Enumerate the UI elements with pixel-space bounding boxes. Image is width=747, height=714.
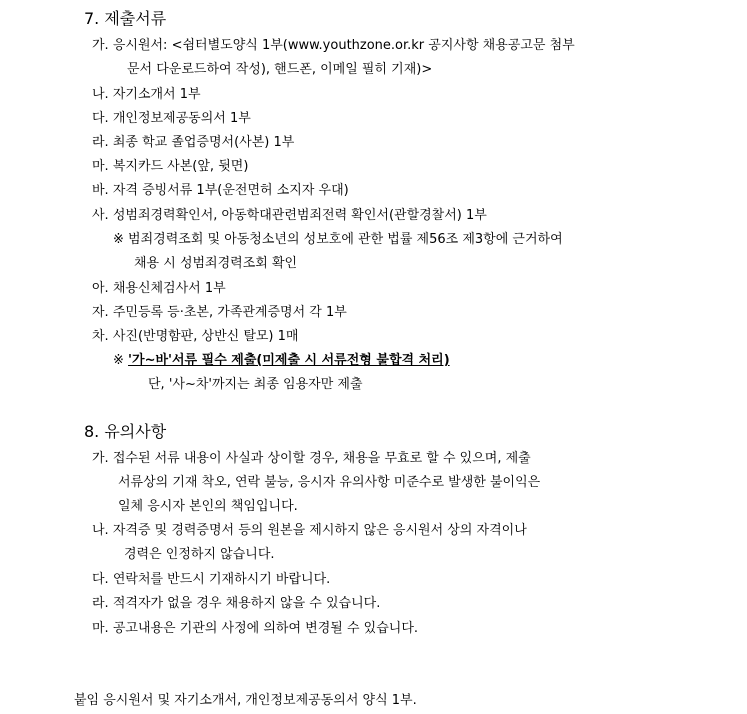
list-item: 차. 사진(반명함판, 상반신 탈모) 1매	[92, 329, 299, 344]
list-item: 마. 복지카드 사본(앞, 뒷면)	[92, 159, 249, 174]
note-mark: ※	[113, 353, 129, 368]
attachment-note: 붙임 응시원서 및 자기소개서, 개인정보제공동의서 양식 1부.	[74, 693, 417, 708]
note-continuation: 단, '사~차'까지는 최종 임용자만 제출	[148, 377, 363, 392]
required-documents-note: '가~바'서류 필수 제출(미제출 시 서류전형 불합격 처리)	[128, 353, 450, 368]
list-item: 자. 주민등록 등·초본, 가족관계증명서 각 1부	[92, 305, 347, 320]
list-item-continuation: 문서 다운로드하여 작성), 핸드폰, 이메일 필히 기재)>	[127, 62, 433, 77]
list-item: 라. 적격자가 없을 경우 채용하지 않을 수 있습니다.	[92, 596, 381, 611]
section-8-heading: 8. 유의사항	[84, 422, 167, 441]
list-item: 마. 공고내용은 기관의 사정에 의하여 변경될 수 있습니다.	[92, 621, 419, 636]
list-item: 나. 자기소개서 1부	[92, 87, 201, 102]
section-7-heading: 7. 제출서류	[84, 9, 167, 28]
list-item: 아. 채용신체검사서 1부	[92, 281, 226, 296]
list-item-continuation: 경력은 인정하지 않습니다.	[124, 547, 275, 562]
list-item-continuation: 일체 응시자 본인의 책임입니다.	[118, 499, 298, 514]
required-note	[113, 352, 450, 370]
list-item: 다. 개인정보제공동의서 1부	[92, 111, 251, 126]
list-item-continuation: 서류상의 기재 착오, 연락 불능, 응시자 유의사항 미준수로 발생한 불이익은	[118, 475, 541, 490]
note-continuation: 채용 시 성범죄경력조회 확인	[134, 256, 298, 271]
list-item: 라. 최종 학교 졸업증명서(사본) 1부	[92, 135, 295, 150]
note: ※ 범죄경력조회 및 아동청소년의 성보호에 관한 법률 제56조 제3항에 근거하여	[113, 232, 563, 247]
list-item: 다. 연락처를 반드시 기재하시기 바랍니다.	[92, 572, 331, 587]
list-item: 바. 자격 증빙서류 1부(운전면허 소지자 우대)	[92, 183, 349, 198]
list-item: 가. 접수된 서류 내용이 사실과 상이할 경우, 채용을 무효로 할 수 있으며, 제출	[92, 451, 531, 466]
list-item: 나. 자격증 및 경력증명서 등의 원본을 제시하지 않은 응시원서 상의 자격이나	[92, 523, 527, 538]
list-item: 가. 응시원서: <쉼터별도양식 1부(www.youthzone.or.kr 공지사항 채용공고문 첨부	[92, 38, 575, 53]
list-item: 사. 성범죄경력확인서, 아동학대관련범죄전력 확인서(관할경찰서) 1부	[92, 208, 487, 223]
